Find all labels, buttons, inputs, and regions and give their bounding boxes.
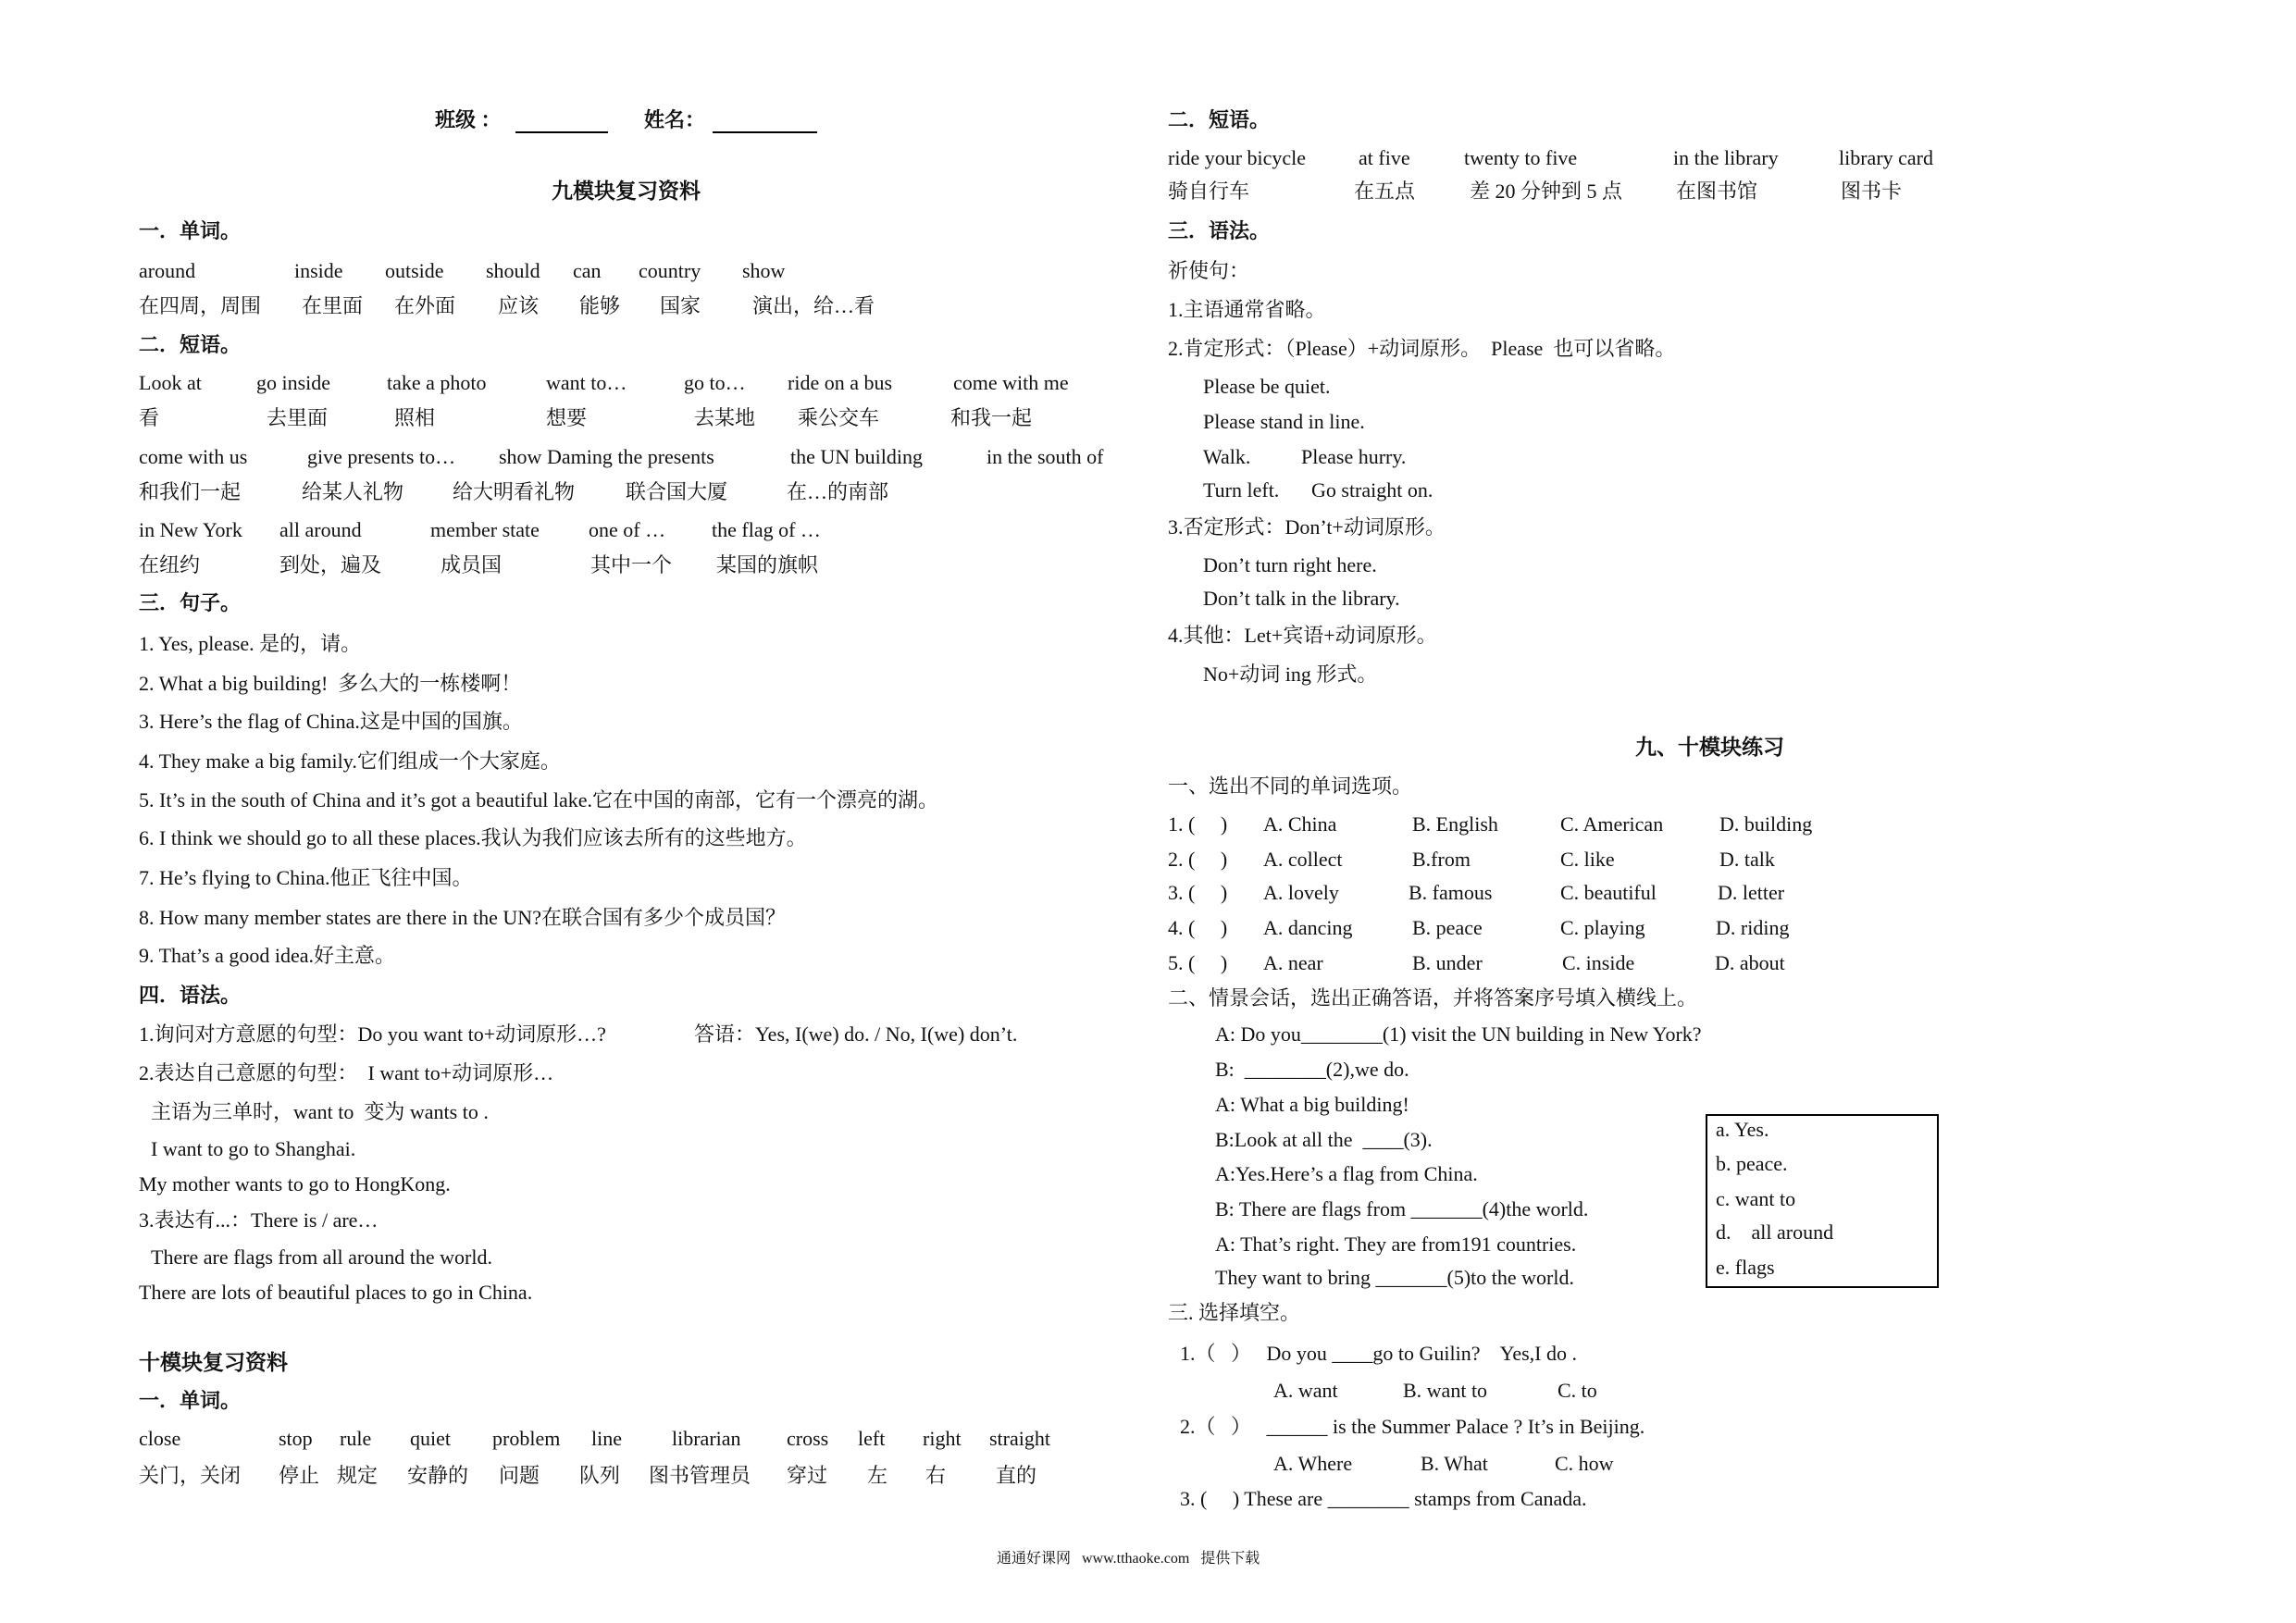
grammar-line: 3.表达有...：There is / are… bbox=[139, 1208, 379, 1232]
word-zh: 安静的 bbox=[407, 1464, 469, 1487]
footer-credit: 通通好课网 www.tthaoke.com 提供下载 bbox=[997, 1551, 1260, 1567]
option: D. letter bbox=[1718, 881, 1785, 904]
grammar-example: No+动词 ing 形式。 bbox=[1203, 663, 1378, 686]
sentence: 3. Here’s the flag of China.这是中国的国旗。 bbox=[139, 710, 523, 733]
word-en: around bbox=[139, 259, 196, 282]
grammar-line: 1.主语通常省略。 bbox=[1168, 298, 1326, 321]
module10-title: 十模块复习资料 bbox=[139, 1351, 288, 1374]
phrase-en: all around bbox=[279, 518, 362, 541]
phrase-en: in New York bbox=[139, 518, 242, 541]
grammar-answer: 答语：Yes, I(we) do. / No, I(we) don’t. bbox=[694, 1022, 1018, 1046]
word-en: problem bbox=[492, 1427, 561, 1450]
word-zh: 国家 bbox=[660, 294, 701, 317]
phrase-en: go to… bbox=[684, 371, 746, 394]
question-number: 1. ( ) bbox=[1168, 812, 1228, 836]
option: B. What bbox=[1421, 1452, 1488, 1475]
word-zh: 在四周，周围 bbox=[139, 294, 262, 317]
phrase-zh: 骑自行车 bbox=[1168, 180, 1250, 203]
phrase-zh: 在…的南部 bbox=[787, 480, 889, 503]
phrase-zh: 联合国大厦 bbox=[626, 480, 728, 503]
word-zh: 问题 bbox=[499, 1464, 540, 1487]
class-blank bbox=[515, 131, 608, 133]
sentence: 5. It’s in the south of China and it’s got a beautiful lake.它在中国的南部，它有一个漂亮的湖。 bbox=[139, 788, 939, 812]
phrase-en: member state bbox=[430, 518, 540, 541]
word-en: country bbox=[639, 259, 701, 282]
option: A. want bbox=[1273, 1379, 1338, 1402]
dialogue-line: B:Look at all the ____(3). bbox=[1215, 1128, 1433, 1151]
phrase-en: in the library bbox=[1673, 146, 1779, 169]
word-en: outside bbox=[385, 259, 444, 282]
module9-title: 九模块复习资料 bbox=[552, 180, 701, 203]
grammar-example: Turn left. bbox=[1203, 478, 1280, 502]
module9-phrases-heading: 二．短语。 bbox=[139, 333, 242, 356]
word-zh: 左 bbox=[867, 1464, 888, 1487]
word-zh: 应该 bbox=[498, 294, 540, 317]
fill-question: 1.（ ） Do you ____go to Guilin? Yes,I do . bbox=[1180, 1342, 1578, 1365]
option: C. beautiful bbox=[1560, 881, 1657, 904]
grammar-example: I want to go to Shanghai. bbox=[151, 1137, 356, 1160]
option: B. famous bbox=[1409, 881, 1493, 904]
question-number: 4. ( ) bbox=[1168, 916, 1228, 939]
option: C. playing bbox=[1560, 916, 1645, 939]
phrase-zh: 在图书馆 bbox=[1676, 180, 1758, 203]
grammar-example: Please stand in line. bbox=[1203, 410, 1365, 433]
phrase-zh: 去里面 bbox=[267, 406, 329, 429]
option: A. China bbox=[1263, 812, 1337, 836]
phrase-zh: 给某人礼物 bbox=[302, 480, 404, 503]
module10-words-heading: 一．单词。 bbox=[139, 1389, 242, 1412]
phrase-en: come with me bbox=[953, 371, 1069, 394]
dialogue-line: B: There are flags from _______(4)the world. bbox=[1215, 1197, 1589, 1220]
dialogue-line: A: Do you________(1) visit the UN building in New York? bbox=[1215, 1022, 1702, 1046]
grammar-line: 4.其他：Let+宾语+动词原形。 bbox=[1168, 624, 1437, 647]
dialogue-line: A: What a big building! bbox=[1215, 1093, 1409, 1116]
word-zh: 穿过 bbox=[787, 1464, 828, 1487]
phrase-en: ride your bicycle bbox=[1168, 146, 1307, 169]
answer-choice: a. Yes. bbox=[1716, 1118, 1769, 1141]
word-zh: 直的 bbox=[996, 1464, 1037, 1487]
phrase-en: one of … bbox=[589, 518, 666, 541]
word-zh: 规定 bbox=[337, 1464, 379, 1487]
option: D. talk bbox=[1719, 848, 1775, 871]
dialogue-line: A: That’s right. They are from191 countries. bbox=[1215, 1233, 1577, 1256]
phrase-en: library card bbox=[1839, 146, 1933, 169]
grammar-example: Please be quiet. bbox=[1203, 375, 1331, 398]
word-en: close bbox=[139, 1427, 181, 1450]
sentence: 7. He’s flying to China.他正飞往中国。 bbox=[139, 866, 473, 889]
question-number: 5. ( ) bbox=[1168, 951, 1228, 974]
option: A. near bbox=[1263, 951, 1323, 974]
word-en: rule bbox=[340, 1427, 372, 1450]
practice-part2-heading: 二、情景会话，选出正确答语，并将答案序号填入横线上。 bbox=[1168, 986, 1698, 1010]
word-zh: 右 bbox=[925, 1464, 947, 1487]
word-zh: 图书管理员 bbox=[649, 1464, 751, 1487]
option: A. collect bbox=[1263, 848, 1343, 871]
phrase-zh: 和我一起 bbox=[950, 406, 1033, 429]
word-en: should bbox=[486, 259, 540, 282]
word-zh: 演出，给…看 bbox=[752, 294, 875, 317]
word-en: cross bbox=[787, 1427, 829, 1450]
phrase-zh: 看 bbox=[139, 406, 160, 429]
phrase-en: take a photo bbox=[387, 371, 487, 394]
grammar-example: My mother wants to go to HongKong. bbox=[139, 1172, 451, 1196]
answer-choice: e. flags bbox=[1716, 1256, 1775, 1279]
phrase-en: ride on a bus bbox=[788, 371, 893, 394]
phrase-zh: 某国的旗帜 bbox=[716, 553, 819, 576]
sentence: 6. I think we should go to all these places.我认为我们应该去所有的这些地方。 bbox=[139, 826, 807, 849]
grammar-line: 2.肯定形式：（Please）+动词原形。 Please 也可以省略。 bbox=[1168, 337, 1676, 360]
phrase-zh: 其中一个 bbox=[590, 553, 673, 576]
word-zh: 能够 bbox=[579, 294, 621, 317]
word-en: inside bbox=[294, 259, 343, 282]
word-en: left bbox=[858, 1427, 886, 1450]
question-number: 2. ( ) bbox=[1168, 848, 1228, 871]
grammar-line: 3.否定形式：Don’t+动词原形。 bbox=[1168, 515, 1446, 539]
phrase-en: the flag of … bbox=[712, 518, 821, 541]
option: C. American bbox=[1560, 812, 1664, 836]
answer-choice: b. peace. bbox=[1716, 1152, 1788, 1175]
grammar-example: Please hurry. bbox=[1301, 445, 1407, 468]
phrase-en: want to… bbox=[546, 371, 627, 394]
phrase-zh: 图书卡 bbox=[1841, 180, 1903, 203]
option: D. about bbox=[1715, 951, 1785, 974]
word-en: quiet bbox=[410, 1427, 451, 1450]
word-zh: 队列 bbox=[579, 1464, 621, 1487]
dialogue-line: They want to bring _______(5)to the world. bbox=[1215, 1266, 1574, 1289]
phrase-zh: 乘公交车 bbox=[798, 406, 880, 429]
word-en: line bbox=[591, 1427, 622, 1450]
phrase-zh: 差 20 分钟到 5 点 bbox=[1470, 180, 1623, 203]
sentence: 4. They make a big family.它们组成一个大家庭。 bbox=[139, 750, 561, 773]
grammar-example: Go straight on. bbox=[1311, 478, 1433, 502]
dialogue-line: B: ________(2),we do. bbox=[1215, 1058, 1409, 1081]
word-en: straight bbox=[989, 1427, 1050, 1450]
word-zh: 关门，关闭 bbox=[139, 1464, 242, 1487]
dialogue-line: A:Yes.Here’s a flag from China. bbox=[1215, 1162, 1478, 1185]
option: C. like bbox=[1560, 848, 1615, 871]
word-en: show bbox=[742, 259, 786, 282]
word-zh: 在里面 bbox=[302, 294, 364, 317]
grammar-line: 1.询问对方意愿的句型：Do you want to+动词原形…? bbox=[139, 1022, 606, 1046]
sentence: 2. What a big building! 多么大的一栋楼啊！ bbox=[139, 672, 522, 695]
name-label: 姓名： bbox=[644, 108, 706, 131]
name-blank bbox=[713, 131, 817, 133]
answer-choice: c. want to bbox=[1716, 1187, 1796, 1210]
module9-words-heading: 一．单词。 bbox=[139, 219, 242, 242]
fill-question: 2.（ ） ______ is the Summer Palace ? It’s in Beijing. bbox=[1180, 1415, 1645, 1438]
practice-part1-heading: 一、选出不同的单词选项。 bbox=[1168, 774, 1413, 798]
word-en: stop bbox=[279, 1427, 313, 1450]
class-label: 班级 ： bbox=[435, 108, 502, 131]
module9-sentences-heading: 三．句子。 bbox=[139, 591, 242, 614]
option: A. lovely bbox=[1263, 881, 1339, 904]
phrase-en: in the south of bbox=[987, 445, 1104, 468]
sentence: 8. How many member states are there in the UN?在联合国有多少个成员国？ bbox=[139, 906, 786, 929]
grammar-line: 2.表达自己意愿的句型： I want to+动词原形… bbox=[139, 1061, 554, 1084]
word-zh: 在外面 bbox=[394, 294, 456, 317]
phrase-en: give presents to… bbox=[307, 445, 456, 468]
practice-title: 九、十模块练习 bbox=[1635, 736, 1784, 759]
phrase-zh: 和我们一起 bbox=[139, 480, 242, 503]
phrase-en: the UN building bbox=[790, 445, 923, 468]
phrase-en: at five bbox=[1359, 146, 1410, 169]
module10-grammar-heading: 三．语法。 bbox=[1168, 219, 1271, 242]
option: A. Where bbox=[1273, 1452, 1353, 1475]
option: D. riding bbox=[1716, 916, 1790, 939]
phrase-en: show Daming the presents bbox=[499, 445, 714, 468]
grammar-example: There are lots of beautiful places to go in China. bbox=[139, 1281, 533, 1304]
grammar-example: Walk. bbox=[1203, 445, 1251, 468]
phrase-zh: 给大明看礼物 bbox=[453, 480, 576, 503]
phrase-zh: 去某地 bbox=[694, 406, 756, 429]
option: B. peace bbox=[1412, 916, 1483, 939]
grammar-example: Don’t turn right here. bbox=[1203, 553, 1377, 576]
option: B.from bbox=[1412, 848, 1471, 871]
word-zh: 停止 bbox=[279, 1464, 320, 1487]
module10-phrases-heading: 二．短语。 bbox=[1168, 108, 1271, 131]
option: A. dancing bbox=[1263, 916, 1353, 939]
grammar-example: Don’t talk in the library. bbox=[1203, 587, 1400, 610]
practice-part3-heading: 三. 选择填空。 bbox=[1168, 1301, 1301, 1324]
phrase-en: come with us bbox=[139, 445, 248, 468]
question-number: 3. ( ) bbox=[1168, 881, 1228, 904]
option: B. under bbox=[1412, 951, 1483, 974]
option: B. English bbox=[1412, 812, 1498, 836]
phrase-zh: 照相 bbox=[394, 406, 436, 429]
phrase-zh: 想要 bbox=[546, 406, 588, 429]
phrase-zh: 在五点 bbox=[1354, 180, 1416, 203]
phrase-en: go inside bbox=[256, 371, 331, 394]
word-en: librarian bbox=[672, 1427, 741, 1450]
grammar-line: 祈使句： bbox=[1168, 259, 1250, 282]
word-en: can bbox=[573, 259, 602, 282]
option: B. want to bbox=[1403, 1379, 1488, 1402]
phrase-en: Look at bbox=[139, 371, 202, 394]
phrase-zh: 在纽约 bbox=[139, 553, 201, 576]
option: C. how bbox=[1555, 1452, 1614, 1475]
word-en: right bbox=[923, 1427, 962, 1450]
phrase-zh: 到处，遍及 bbox=[279, 553, 382, 576]
grammar-line: 主语为三单时，want to 变为 wants to . bbox=[151, 1100, 489, 1123]
phrase-en: twenty to five bbox=[1464, 146, 1578, 169]
module9-grammar-heading: 四．语法。 bbox=[139, 984, 242, 1007]
answer-choice: d. all around bbox=[1716, 1220, 1834, 1244]
fill-question: 3. ( ) These are ________ stamps from Canada. bbox=[1180, 1487, 1587, 1510]
sentence: 9. That’s a good idea.好主意。 bbox=[139, 944, 395, 967]
option: C. inside bbox=[1562, 951, 1635, 974]
phrase-zh: 成员国 bbox=[441, 553, 503, 576]
option: D. building bbox=[1719, 812, 1813, 836]
option: C. to bbox=[1558, 1379, 1597, 1402]
grammar-example: There are flags from all around the world. bbox=[151, 1245, 492, 1269]
sentence: 1. Yes, please. 是的，请。 bbox=[139, 632, 362, 655]
